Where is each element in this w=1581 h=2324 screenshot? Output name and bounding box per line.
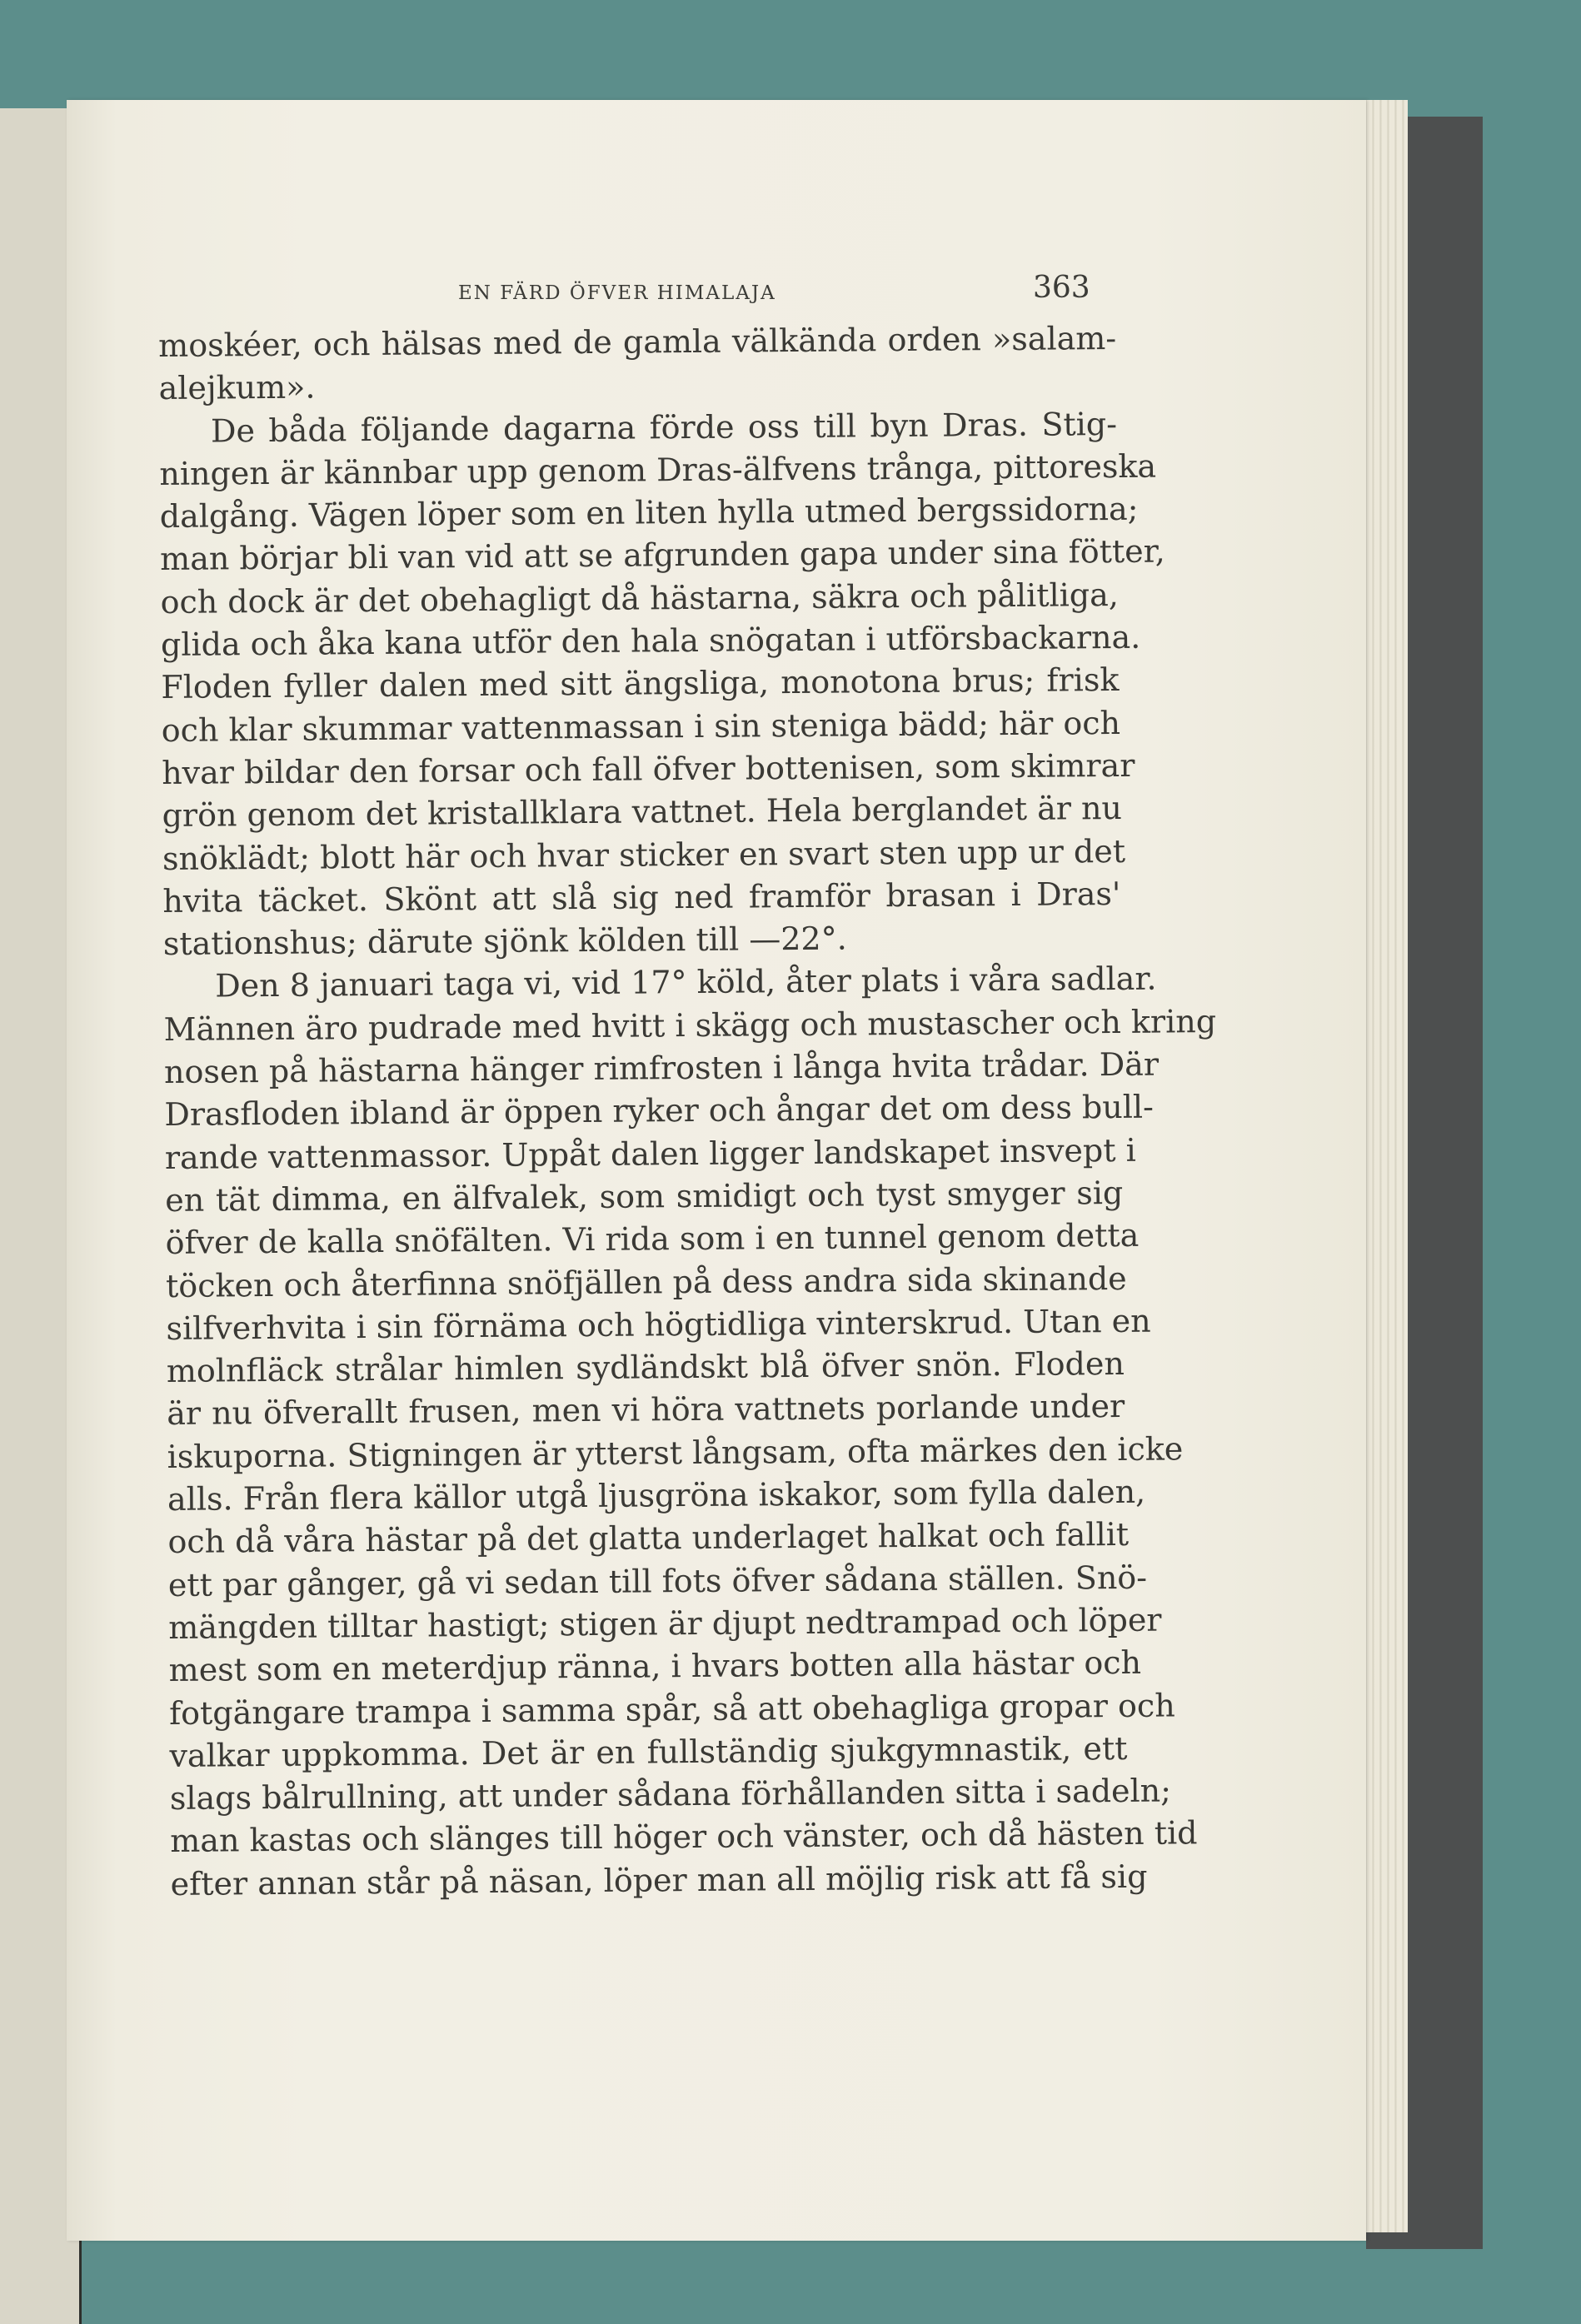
text-line: nosen på hästarna hänger rimfrosten i långa hvita trådar. Där bbox=[163, 1045, 1160, 1091]
text-line: Floden fyller dalen med sitt ängsliga, monotona brus; frisk bbox=[161, 661, 1120, 706]
text-line: stationshus; därute sjönk kölden till —22°. bbox=[162, 920, 847, 963]
text-line: snöklädt; blott här och hvar sticker en svart sten upp ur det bbox=[162, 832, 1126, 877]
text-line: De båda följande dagarna förde oss till byn Dras. Stig- bbox=[210, 405, 1118, 450]
text-line: fotgängare trampa i samma spår, så att obehagliga gropar och bbox=[168, 1686, 1175, 1732]
text-line: grön genom det kristallklara vattnet. Hela berglandet är nu bbox=[162, 790, 1123, 835]
text-line: Männen äro pudrade med hvitt i skägg och mustascher och kring bbox=[163, 1002, 1217, 1048]
text-line: valkar uppkomma. Det är en fullständig sjukgymnastik, ett bbox=[169, 1729, 1128, 1774]
text-line: töcken och återfinna snöfjällen på dess andra sida skinande bbox=[165, 1259, 1127, 1304]
text-line: man kastas och slänges till höger och vänster, och då hästen tid bbox=[170, 1814, 1198, 1860]
text-line: silfverhvita i sin förnäma och högtidliga vinterskrud. Utan en bbox=[166, 1302, 1151, 1347]
text-line: dalgång. Vägen löper som en liten hylla utmed bergssidorna; bbox=[159, 490, 1139, 536]
text-line: man börjar bli van vid att se afgrunden gapa under sina fötter, bbox=[160, 533, 1165, 578]
text-line: är nu öfverallt frusen, men vi höra vattnets porlande under bbox=[167, 1388, 1125, 1433]
text-line: ningen är kännbar upp genom Dras-älfvens trånga, pittoreska bbox=[159, 447, 1157, 492]
page-header bbox=[158, 271, 1116, 321]
text-line: mängden tilltar hastigt; stigen är djupt nedtrampad och löper bbox=[168, 1601, 1162, 1646]
text-line: glida och åka kana utför den hala snögatan i utförsbackarna. bbox=[160, 618, 1141, 664]
text-line: moskéer, och hälsas med de gamla välkända orden »salam- bbox=[158, 319, 1117, 364]
page-number: 363 bbox=[1033, 271, 1090, 305]
text-line: alejkum». bbox=[158, 368, 316, 407]
text-line: alls. Från flera källor utgå ljusgröna iskakor, som fylla dalen, bbox=[167, 1473, 1146, 1518]
text-line: och då våra hästar på det glatta underlaget halkat och fallit bbox=[167, 1516, 1130, 1561]
text-line: slags bålrullning, att under sådana förhållanden sitta i sadeln; bbox=[169, 1772, 1172, 1818]
text-line: iskuporna. Stigningen är ytterst långsam, ofta märkes den icke bbox=[167, 1430, 1184, 1475]
text-line: hvar bildar den forsar och fall öfver bottenisen, som skimrar bbox=[162, 746, 1135, 791]
text-line: Den 8 januari taga vi, vid 17° köld, åter plats i våra sadlar. bbox=[215, 960, 1157, 1005]
text-line: rande vattenmassor. Uppåt dalen ligger landskapet insvept i bbox=[164, 1131, 1136, 1176]
text-line: efter annan står på näsan, löper man all möjlig risk att få sig bbox=[170, 1858, 1148, 1903]
text-line: och dock är det obehagligt då hästarna, säkra och pålitliga, bbox=[160, 576, 1120, 621]
running-title: EN FÄRD ÖFVER HIMALAJA bbox=[458, 282, 776, 304]
text-line: öfver de kalla snöfälten. Vi rida som i en tunnel genom detta bbox=[165, 1217, 1140, 1262]
text-line: molnfläck strålar himlen sydländskt blå öfver snön. Floden bbox=[166, 1345, 1125, 1390]
text-line: ett par gånger, gå vi sedan till fots öfver sådana ställen. Snö- bbox=[167, 1558, 1148, 1603]
text-line: mest som en meterdjup ränna, i hvars botten alla hästar och bbox=[168, 1643, 1142, 1689]
text-line: och klar skummar vattenmassan i sin steniga bädd; här och bbox=[161, 704, 1121, 749]
text-line: en tät dimma, en älfvalek, som smidigt och tyst smyger sig bbox=[165, 1174, 1124, 1219]
text-line: Drasfloden ibland är öppen ryker och ångar det om dess bull- bbox=[164, 1088, 1155, 1134]
body-text bbox=[158, 317, 1217, 1906]
text-line: hvita täcket. Skönt att slå sig ned framför brasan i Dras' bbox=[162, 875, 1121, 920]
